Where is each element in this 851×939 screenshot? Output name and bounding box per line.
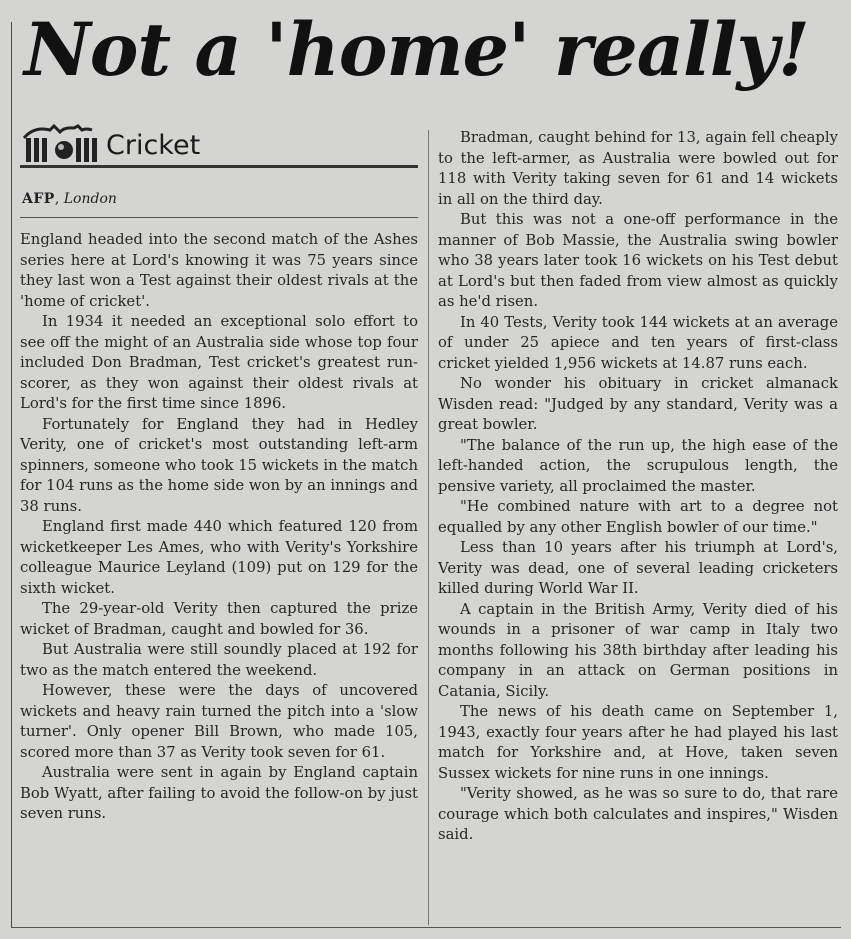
- paragraph: No wonder his obituary in cricket almanack Wisden read: "Judged by any standard, Verity was a great bowler.: [438, 375, 838, 433]
- paragraph: In 40 Tests, Verity took 144 wickets at an average of under 25 apiece and ten years of first-class cricket yielded 1,956 wickets at 14.87 runs each.: [438, 313, 838, 372]
- article-column-1: [20, 230, 418, 825]
- byline-location: London: [63, 191, 117, 207]
- paragraph: Less than 10 years after his triumph at Lord's, Verity was dead, one of several leading cricketers killed during World War II.: [438, 539, 838, 597]
- byline-agency: AFP: [22, 191, 55, 207]
- paragraph: But this was not a one-off performance in the manner of Bob Massie, the Australia swing bowler who 38 years later took 16 wickets on his Test debut at Lord's but then faded from view almost as quickly as he'd risen.: [438, 211, 838, 310]
- section-label: Cricket: [106, 130, 201, 161]
- article-column-2: [438, 128, 838, 846]
- paragraph: Bradman, caught behind for 13, again fell cheaply to the left-armer, as Australia were bowled out for 118 with Verity taking seven for 61 and 14 wickets in all on the third day.: [438, 129, 838, 208]
- paragraph: Australia were sent in again by England captain Bob Wyatt, after failing to avoid the follow-on by just seven runs.: [20, 764, 418, 822]
- section-kicker: [20, 120, 418, 168]
- paragraph: The 29-year-old Verity then captured the prize wicket of Bradman, caught and bowled for 36.: [20, 600, 418, 638]
- paragraph: A captain in the British Army, Verity died of his wounds in a prisoner of war camp in Italy two months following his 38th birthday after leading his company in an attack on German positions in Catania, Sicily.: [438, 600, 838, 700]
- paragraph: In 1934 it needed an exceptional solo effort to see off the might of an Australia side whose top four included Don Bradman, Test cricket's greatest run-scorer, as they won against their oldest rivals at Lord's for the first time since 1896.: [20, 313, 418, 412]
- byline-rule: [20, 217, 418, 218]
- bottom-border-rule: [11, 927, 841, 928]
- paragraph: However, these were the days of uncovered wickets and heavy rain turned the pitch into a 'slow turner'. Only opener Bill Brown, who made 105, scored more than 37 as Verity took seven for 61.: [20, 682, 418, 761]
- cricket-wickets-ball-icon: [20, 122, 100, 164]
- paragraph: "Verity showed, as he was so sure to do, that rare courage which both calculates and inspires," Wisden said.: [438, 785, 838, 843]
- paragraph: The news of his death came on September 1, 1943, exactly four years after he had played his last match for Yorkshire and, at Hove, taken seven Sussex wickets for nine runs in one innings.: [438, 703, 838, 782]
- paragraph: England first made 440 which featured 120 from wicketkeeper Les Ames, who with Verity's Yorkshire colleague Maurice Leyland (109) put on 129 for the sixth wicket.: [20, 518, 418, 597]
- left-border-rule: [11, 22, 12, 927]
- paragraph: "He combined nature with art to a degree not equalled by any other English bowler of our time.": [438, 498, 838, 536]
- paragraph: Fortunately for England they had in Hedley Verity, one of cricket's most outstanding left-arm spinners, someone who took 15 wickets in the match for 104 runs as the home side won by an innings and 38 runs.: [20, 415, 418, 515]
- column-divider: [428, 130, 429, 925]
- byline: [22, 191, 117, 207]
- byline-separator: ,: [54, 191, 64, 207]
- paragraph: "The balance of the run up, the high ease of the left-handed action, the scrupulous length, the pensive variety, all proclaimed the master.: [438, 436, 838, 495]
- paragraph: But Australia were still soundly placed at 192 for two as the match entered the weekend.: [20, 641, 418, 679]
- kicker-rule: [20, 165, 418, 168]
- headline: Not a 'home' really!: [24, 7, 809, 93]
- paragraph: England headed into the second match of the Ashes series here at Lord's knowing it was 75 years since they last won a Test against their oldest rivals at the 'home of cricket'.: [20, 231, 418, 310]
